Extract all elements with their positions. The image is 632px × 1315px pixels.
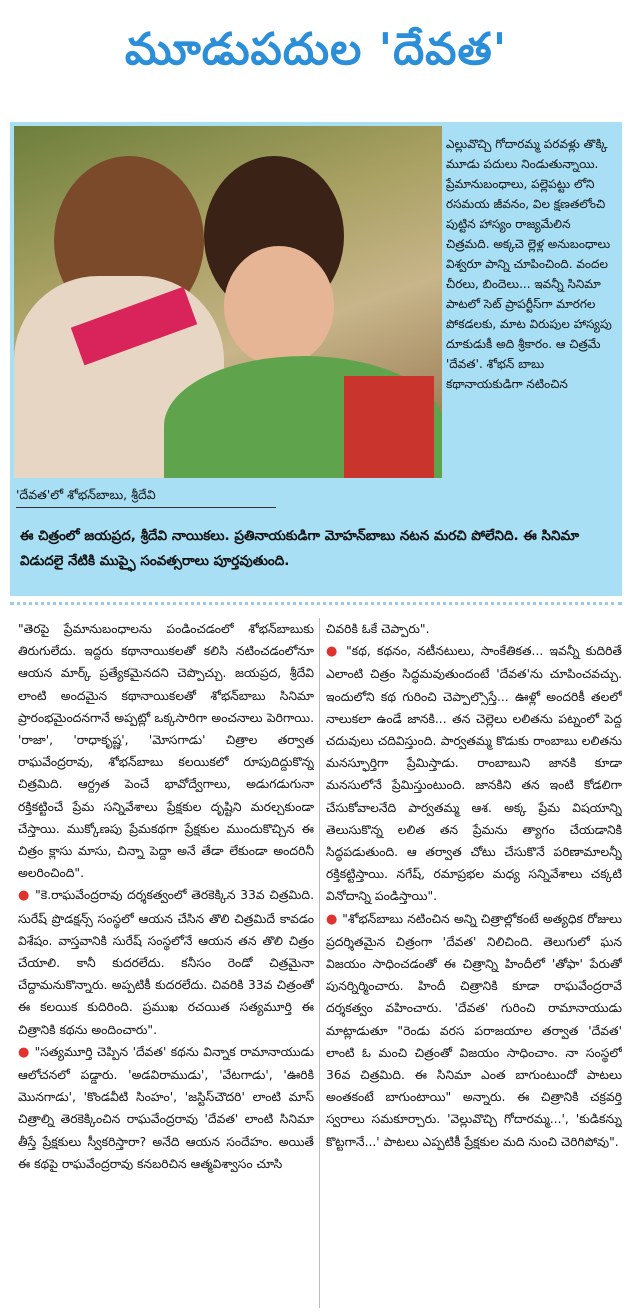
photo-shape-face-woman	[224, 246, 334, 366]
left-paragraph-3-text: "సత్యమూర్తి చెప్పిన 'దేవత' కథను విన్నాక రామానాయుడు ఆలోచనలో పడ్డారు. 'అడవిరాముడు', 'వేటగాడు', 'ఊరికి మొనగాడు', 'కొండవీటి సింహం', 'జస్టిస్‌చౌదరి' లాంటి మాస్ చిత్రాల్ని తెరకెక్కించిన రాఘవేంద్రరావు 'దేవత' లాంటి సినిమా తీస్తే ప్రేక్షకులు స్వీకరిస్తారా? అనేది ఆయన సందేహం. అయితే ఈ కథపై రాఘవేంద్రరావు కనబరిచిన ఆత్మవిశ్వాసం చూసి	[18, 1044, 314, 1171]
left-paragraph-2-text: "కె.రాఘవేంద్రరావు దర్శకత్వంలో తెరకెక్కిన 33వ చిత్రమిది. సురేష్ ప్రొడక్షన్స్ సంస్థలో ఆయన చేసిన తొలి చిత్రమిదే కావడం విశేషం. వాస్తవానికి సురేష్ సంస్థలోనే ఆయన తన తొలి చిత్రం చేయాలి. కానీ కుదరలేదు. కనీసం రెండో చిత్రమైనా చేద్దామనుకొన్నారు. అప్పటికీ కుదరలేదు. చివరికి 33వ చిత్రంతో ఈ కలయిక కుదిరింది. ప్రముఖ రచయిత సత్యమూర్తి ఈ చిత్రానికి కథను అందించారు".	[18, 888, 314, 1037]
right-paragraph-2-text: "కథ, కథనం, నటీనటులు, సాంకేతికత... ఇవన్నీ కుదిరితే ఎలాంటి చిత్రం సిద్ధమవుతుందంటే 'దేవత'ను చూపించవచ్చు. ఇందులోని కథ గురించి చెప్పాల్సొస్తే... ఊళ్లో అందరికీ తలలో నాలుకలా ఉండే జానకి... తన చెల్లెలు లలితను పట్నంలో పెద్ద చదువులు చదివిస్తుంది. పార్వతమ్మ కొడుకు రాంబాబు లలితను మనస్ఫూర్తిగా ప్రేమిస్తాడు. రాంబాబుని జానకి కూడా మనసులోనే ప్రేమిస్తుంటుంది. జానకిని తన ఇంటి కోడలిగా చేసుకోవాలనేది పార్వతమ్మ ఆశ. అక్క ప్రేమ విషయాన్ని తెలుసుకొన్న లలిత తన ప్రేమను త్యాగం చేయడానికి సిద్ధపడుతుంది. ఆ తర్వాత చోటు చేసుకొనే పరిణామాలన్నీ రక్తికట్టిస్తాయి. నగేష్, రమాప్రభల మధ్య సన్నివేశాలు చక్కటి వినోదాన్ని పండిస్తాయి".	[326, 644, 622, 904]
box-text: ఎల్లువొచ్చి గోదారమ్మ పరవళ్లు తొక్కి మూడు పదులు నిండుతున్నాయి. ప్రేమానుబంధాలు, పల్లెపట్టు లోని రసమయ జీవనం, విల క్షణతలోంచి పుట్టిన హాస్యం రాజ్యమేలిన చిత్రమది. అక్కచె ల్లెళ్ల అనుబంధాలు విశ్వరూ పాన్ని చూపించింది. వందల చీరలు, బిందెలు... ఇవన్నీ సినిమా పాటలో సెట్ ప్రాపర్టీస్‌గా మారగల పోకడలకు, మాట విరుపుల హాస్యపు దూకుడుకీ అది శ్రీకారం. ఆ చిత్రమే 'దేవత'. శోభన్ బాబు కథానాయకుడిగా నటించిన	[446, 137, 612, 391]
headline: మూడుపదుల 'దేవత'	[124, 24, 508, 75]
left-paragraph-2	[18, 884, 314, 1040]
right-paragraph-1: చివరికి ఓకే చెప్పారు".	[326, 622, 430, 636]
left-paragraph-3	[18, 1041, 314, 1175]
right-column	[326, 618, 622, 1308]
column-separator	[319, 618, 320, 1308]
left-column	[18, 618, 314, 1308]
bullet-icon: ●	[326, 644, 347, 660]
right-paragraph-2	[326, 640, 622, 907]
bullet-icon: ●	[18, 1044, 35, 1060]
bullet-icon: ●	[18, 888, 36, 904]
photo-shape-saree-red	[344, 376, 434, 478]
bullet-icon: ●	[326, 911, 343, 927]
photo-caption: 'దేవత'లో శోభన్‌బాబు, శ్రీదేవి	[16, 484, 276, 508]
right-paragraph-3-text: "శోభన్‌బాబు నటించిన అన్ని చిత్రాల్లోకంటే అత్యధిక రోజులు ప్రదర్శితమైన చిత్రంగా 'దేవత' నిలిచింది. తెలుగులో ఘన విజయం సాధించడంతో ఈ చిత్రాన్ని హిందీలో 'తోఫా' పేరుతో పునర్నిర్మించారు. హిందీ చిత్రానికి కూడా రాఘవేంద్రరావే దర్శకత్వం వహించారు. 'దేవత' గురించి రామానాయుడు మాట్లాడుతూ "రెండు వరస పరాజయాల తర్వాత 'దేవత' లాంటి ఓ మంచి చిత్రంతో విజయం సాధించాం. నా సంస్థలో 36వ చిత్రమిది. ఈ సినిమా ఎంత బాగుంటుందో పాటలు అంతకంటే బాగుంటాయి" అన్నారు. ఈ చిత్రానికి చక్రవర్తి స్వరాలు సమకూర్చారు. 'వెల్లువొచ్చి గోదారమ్మ...', 'కుడికన్ను కొట్టగానే...' పాటలు ఎప్పటికీ ప్రేక్షకుల మది నుంచి చెరిగిపోవు".	[326, 911, 622, 1149]
intro-text: ఈ చిత్రంలో జయప్రద, శ్రీదేవి నాయికలు. ప్రతినాయకుడిగా మోహన్‌బాబు నటన మరచి పోలేనిది. ఈ సినిమా విడుదలై నేటికి ముప్ఫై సంవత్సరాలు పూర్తవుతుంది.	[20, 528, 580, 569]
headline-block	[0, 0, 632, 110]
film-still-photo	[14, 126, 442, 478]
right-paragraph-3	[326, 908, 622, 1153]
left-paragraph-1: "తెరపై ప్రేమానుబంధాలను పండించడంలో శోభన్‌బాబుకు తిరుగులేదు. ఇద్దరు కథానాయికలతో కలిసి నటించడంలోనూ ఆయన మార్క్ ప్రత్యేకమైనదని చెప్పొచ్చు. జయప్రద, శ్రీదేవి లాంటి అందమైన కథానాయికలతో శోభన్‌బాబు సినిమా ప్రారంభమైందనగానే అప్పట్లో ఒక్కసారిగా అంచనాలు పెరిగాయి. 'రాజా', 'రాధాకృష్ణ', 'మోసగాడు' చిత్రాల తర్వాత రాఘవేంద్రరావు, శోభన్‌బాబు కలయికలో రూపుదిద్దుకొన్న చిత్రమిది. ఆర్ద్రత పెంచే భావోద్వేగాలు, అడుగడుగునా రక్తికట్టించే ప్రేమ సన్నివేశాలు ప్రేక్షకుల దృష్టిని మరల్చకుండా చేస్తాయి. ముక్కోణపు ప్రేమకథగా ప్రేక్షకుల ముందుకొచ్చిన ఈ చిత్రం క్లాసు మాసు, చిన్నా పెద్దా అనే తేడా లేకుండా అందరినీ అలరించింది".	[18, 622, 314, 881]
section-divider	[10, 602, 622, 610]
